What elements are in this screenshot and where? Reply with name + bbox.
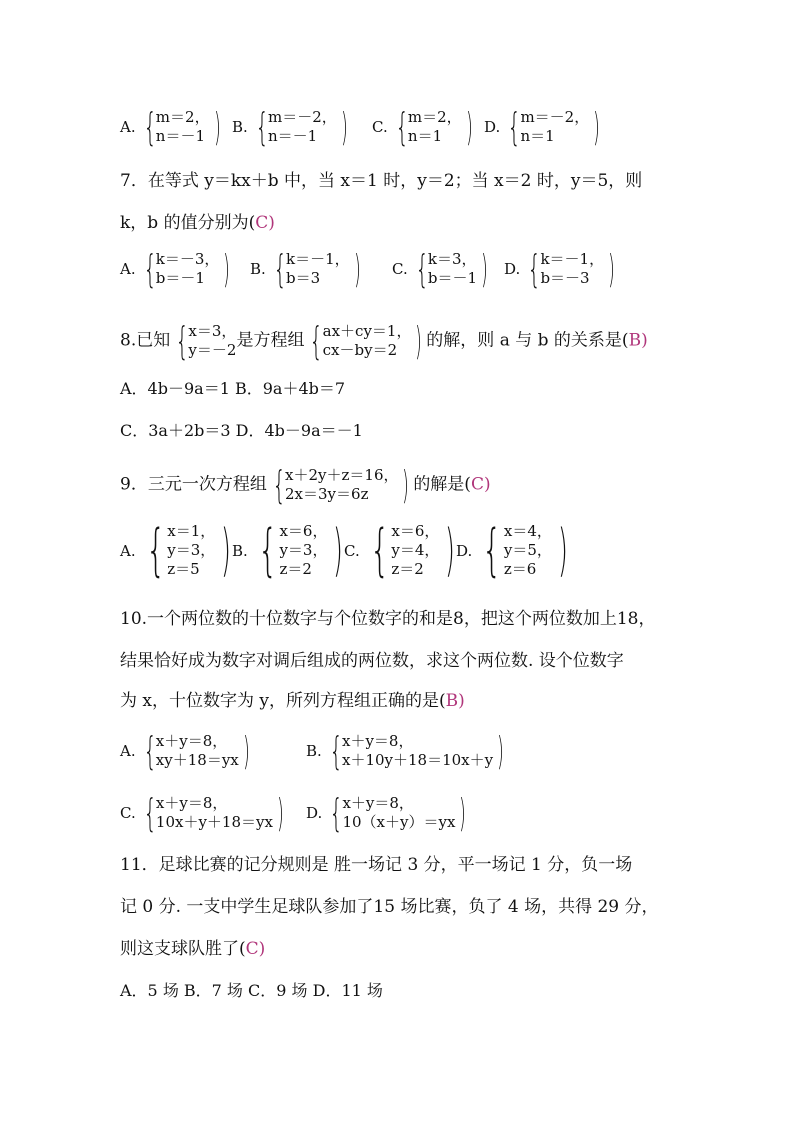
q6-option-d: D. { m＝－2， n＝1 ) xyxy=(484,105,600,149)
q6-option-c: C. { m＝2， n＝1 ) xyxy=(372,105,473,149)
q8-options-cd: C．3a＋2b＝3 D．4b－9a＝－1 xyxy=(120,421,363,440)
q10-option-d: D. { x＋y＝8， 10（x＋y）＝yx ) xyxy=(306,791,467,835)
q8-stem: 8.已知 { x＝3， y＝－2 是方程组 { ax＋cy＝1， cx－by＝2 ) 的解，则 a 与 b 的关系是(B) xyxy=(120,319,648,363)
q11-stem-line3: 则这支球队胜了(C) xyxy=(120,939,266,959)
q10-option-c: C. { x＋y＝8， 10x＋y＋18＝yx ) xyxy=(120,791,284,835)
q9-system: { x＋2y＋z＝16， 2x＝3y＝6z ) xyxy=(272,463,410,507)
q7-stem-line1: 7．在等式 y＝kx＋b 中，当 x＝1 时，y＝2；当 x＝2 时，y＝5，则 xyxy=(120,171,643,191)
q7-option-d: D. { k＝－1， b＝－3 ) xyxy=(504,247,615,291)
q9-option-b: B. { x＝6， y＝3， z＝2 ) xyxy=(232,517,344,583)
q8-answer: B xyxy=(628,330,642,351)
q6-option-b: B. { m＝－2， n＝－1 ) xyxy=(232,105,348,149)
q9-answer: C xyxy=(470,474,484,495)
q8-system-2: { ax＋cy＝1， cx－by＝2 ) xyxy=(309,319,423,363)
q10-answer: B xyxy=(445,691,459,711)
q10-stem-line1: 10.一个两位数的十位数字与个位数字的和是8，把这个两位数加上18， xyxy=(120,609,656,629)
q11-options: A．5 场 B．7 场 C．9 场 D．11 场 xyxy=(120,981,383,1000)
q9-stem: 9．三元一次方程组 { x＋2y＋z＝16， 2x＝3y＝6z ) 的解是(C) xyxy=(120,463,491,507)
q10-option-b: B. { x＋y＝8， x＋10y＋18＝10x＋y ) xyxy=(306,729,504,773)
q9-option-d: D. { x＝4， y＝5， z＝6 ) xyxy=(456,517,568,583)
q10-option-a: A. { x＋y＝8， xy＋18＝yx ) xyxy=(120,729,250,773)
q11-stem-line1: 11．足球比赛的记分规则是 胜一场记 3 分，平一场记 1 分，负一场 xyxy=(120,855,633,875)
q8-options-ab: A．4b－9a＝1 B．9a＋4b＝7 xyxy=(120,379,346,398)
q7-option-c: C. { k＝3， b＝－1 ) xyxy=(392,247,488,291)
q10-stem-line3: 为 x，十位数字为 y，所列方程组正确的是(B) xyxy=(120,691,465,711)
q8-system-1: { x＝3， y＝－2 xyxy=(175,319,237,363)
q7-stem-line2: k，b 的值分别为(C) xyxy=(120,213,275,233)
q9-option-c: C. { x＝6， y＝4， z＝2 ) xyxy=(344,517,456,583)
q11-stem-line2: 记 0 分. 一支中学生足球队参加了15 场比赛，负了 4 场，共得 29 分， xyxy=(120,897,659,917)
q7-option-b: B. { k＝－1， b＝3 ) xyxy=(250,247,361,291)
q10-stem-line2: 结果恰好成为数字对调后组成的两位数，求这个两位数. 设个位数字 xyxy=(120,651,624,671)
q7-answer: C xyxy=(255,213,269,233)
q9-option-a: A. { x＝1， y＝3， z＝5 ) xyxy=(120,517,232,583)
q11-answer: C xyxy=(245,939,259,959)
q7-option-a: A. { k＝－3， b＝－1 ) xyxy=(120,247,231,291)
q6-option-a: A. { m＝2， n＝－1 ) xyxy=(120,105,221,149)
